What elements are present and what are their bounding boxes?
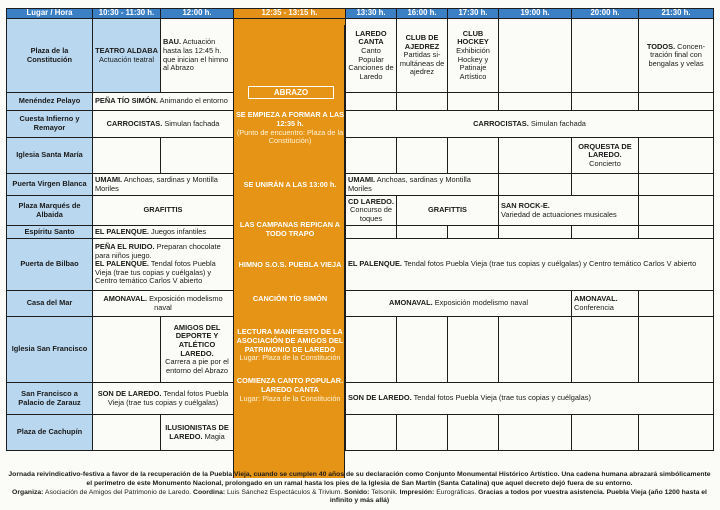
footer-value: Asociación de Amigos del Patrimonio de Laredo. [44, 488, 192, 496]
event-title: SON DE LAREDO. [348, 393, 412, 403]
empty-cell [161, 138, 234, 174]
footer-value: Eurográficas. [436, 488, 477, 496]
event-title: AMONAVAL. [103, 293, 148, 303]
event-desc: Tendal fotos Puebla Vieja (trae tus copias y cuélgalas) y Centro temático Carlos V abierto [403, 259, 697, 269]
empty-cell [499, 93, 572, 111]
header-time: 16:00 h. [397, 9, 448, 19]
event-title: PEÑA TÍO SIMÓN. [95, 96, 158, 106]
empty-cell [397, 317, 448, 383]
abrazo-item-title: LECTURA MANIFIESTO DE LA ASOCIACIÓN DE AMIGOS DEL PATRIMONIO DE LAREDO [236, 327, 344, 354]
place-label: Plaza Marqués de Albaida [7, 196, 93, 226]
empty-cell [499, 317, 572, 383]
empty-cell [448, 93, 499, 111]
header-time: 13:30 h. [346, 9, 397, 19]
empty-cell [572, 415, 639, 451]
empty-cell [572, 19, 639, 93]
event-cell [346, 196, 397, 226]
footer-value: Telsonik. [371, 488, 398, 496]
event-title: TEATRO ALDABA [95, 45, 158, 55]
header-time: 21:30 h. [639, 9, 714, 19]
empty-cell [639, 226, 714, 239]
event-cell [161, 415, 234, 451]
event-title: SAN ROCK-E. [501, 200, 550, 210]
empty-cell [346, 226, 397, 239]
event-desc: Actuación hasta las 12:45 h. que inician el himno al Abrazo [163, 37, 229, 73]
empty-cell [639, 291, 714, 317]
footer-credits [6, 489, 713, 507]
empty-cell [639, 93, 714, 111]
table-row [7, 138, 714, 174]
table-row [7, 415, 714, 451]
event-cell [346, 291, 572, 317]
abrazo-item-title: HIMNO S.O.S. PUEBLA VIEJA [238, 260, 342, 269]
empty-cell [93, 317, 161, 383]
event-desc: Tendal fotos Puebla Vieja (trae tus copias y cuélgalas) y Centro temático Carlos V abierto [95, 259, 216, 286]
event-cell [93, 93, 234, 111]
event-cell [93, 291, 234, 317]
place-label: Cuesta Infierno y Remayor [7, 111, 93, 138]
empty-cell [572, 174, 639, 196]
table-row [7, 196, 714, 226]
abrazo-item-sub: (Punto de encuentro: Plaza de la Constitución) [236, 127, 344, 146]
footer-label: Sonido: [344, 488, 370, 496]
event-desc: Concen-tración final con bengalas y velas [648, 41, 706, 68]
event-desc: Partidas si-multáneas de ajedrez [399, 50, 445, 77]
place-label: Iglesia Santa María [7, 138, 93, 174]
event-title: BAU. [163, 37, 182, 47]
event-desc: Concierto [589, 158, 621, 168]
abrazo-item [234, 111, 346, 146]
header-time: 12:00 h. [161, 9, 234, 19]
event-title: UMAMI. [95, 174, 123, 184]
event-desc: Tendal fotos Puebla Vieja (trae tus copias y cuélgalas) [107, 388, 229, 407]
event-cell [639, 19, 714, 93]
empty-cell [499, 19, 572, 93]
event-desc: Canto Popular Canciones de Laredo [348, 45, 394, 81]
schedule-sheet [6, 8, 713, 505]
table-row [7, 19, 714, 93]
empty-cell [572, 93, 639, 111]
abrazo-item-title: SE UNIRÁN A LAS 13:00 h. [243, 180, 337, 189]
abrazo-item-sub: Lugar: Plaza de la Constitución [239, 353, 341, 363]
table-row [7, 226, 714, 239]
event-title: CLUB HOCKEY [457, 28, 489, 47]
empty-cell [572, 226, 639, 239]
empty-cell [93, 415, 161, 451]
event-cell [161, 19, 234, 93]
header-time: 20:00 h. [572, 9, 639, 19]
empty-cell [499, 415, 572, 451]
event-desc: Exposición modelismo naval [149, 293, 223, 312]
empty-cell [499, 226, 572, 239]
footer-value: Luis Sánchez Espectáculos & Trivium. [227, 488, 343, 496]
footer-label: Coordina: [193, 488, 226, 496]
place-label: Plaza de Cachupín [7, 415, 93, 451]
event-desc: Variedad de actuaciones musicales [501, 209, 617, 219]
table-row [7, 239, 714, 291]
footer-label: Impresión: [399, 488, 435, 496]
event-desc: Exposición modelismo naval [434, 298, 528, 308]
abrazo-item-title: LAS CAMPANAS REPICAN A TODO TRAPO [239, 220, 341, 238]
event-desc: Juegos infantiles [151, 226, 207, 236]
event-title: AMONAVAL. [574, 293, 618, 303]
event-title: TODOS. [646, 41, 676, 51]
event-title: ILUSIONISTAS DE LAREDO. [165, 422, 229, 441]
event-desc: Simulan fachada [164, 118, 220, 128]
event-desc: Magia [204, 431, 225, 441]
event-cell [93, 226, 234, 239]
abrazo-item [234, 181, 346, 190]
empty-cell [448, 138, 499, 174]
event-title: EL PALENQUE. [95, 226, 149, 236]
empty-cell [346, 317, 397, 383]
event-title: AMONAVAL. [389, 298, 433, 308]
empty-cell [448, 415, 499, 451]
abrazo-title: ABRAZO [248, 86, 334, 99]
empty-cell [448, 317, 499, 383]
event-cell [572, 291, 639, 317]
abrazo-item [234, 328, 346, 363]
event-cell [93, 174, 234, 196]
event-cell [448, 19, 499, 93]
footer-intro: Jornada reivindicativo-festiva a favor de la recuperación de la Puebla Vieja, cuando se cumplen 40 años de su declaración como Conjunto Monumental Histórico Artístico. Una cadena humana abrazará simbólicamente el perímetro de este Monumento Nacional, prolongado en un ramal hasta los pies de la Iglesia de San Martín (Santa Catalina) que aquel decreto dejó fuera de su entorno. [8, 471, 711, 487]
empty-cell [397, 415, 448, 451]
event-cell [346, 239, 714, 291]
empty-cell [639, 138, 714, 174]
table-row [7, 291, 714, 317]
place-label: Iglesia San Francisco [7, 317, 93, 383]
header-row [7, 9, 714, 19]
event-title: EL PALENQUE. [348, 259, 402, 269]
event-cell [93, 239, 234, 291]
event-title: PEÑA EL RUIDO. [95, 242, 155, 252]
event-cell: GRAFITTIS [93, 196, 234, 226]
empty-cell [639, 415, 714, 451]
place-label: Puerta Virgen Blanca [7, 174, 93, 196]
event-cell [499, 196, 639, 226]
header-time: 19:00 h. [499, 9, 572, 19]
event-cell [397, 19, 448, 93]
place-label: Espíritu Santo [7, 226, 93, 239]
empty-cell [448, 226, 499, 239]
event-title: AMIGOS DEL DEPORTE Y ATLÉTICO LAREDO. [173, 322, 221, 358]
event-cell [161, 317, 234, 383]
abrazo-item-title: SE EMPIEZA A FORMAR A LAS 12:35 h. [235, 110, 345, 128]
table-row [7, 174, 714, 196]
event-desc: Actuación teatral [98, 54, 155, 64]
place-label: Casa del Mar [7, 291, 93, 317]
empty-cell [346, 138, 397, 174]
event-cell [346, 383, 714, 415]
event-cell [93, 19, 161, 93]
empty-cell [639, 174, 714, 196]
abrazo-column [233, 25, 345, 478]
event-desc: Animando el entorno [159, 96, 228, 106]
abrazo-item-sub: Lugar: Plaza de la Constitución [239, 393, 341, 403]
table-row [7, 93, 714, 111]
abrazo-item [234, 377, 346, 403]
event-title: CARROCISTAS. [473, 118, 529, 128]
header-time: 17:30 h. [448, 9, 499, 19]
place-label: Menéndez Pelayo [7, 93, 93, 111]
footer-label: Organiza: [12, 488, 44, 496]
event-desc: Preparan chocolate para niños juego. [95, 242, 221, 260]
footer [6, 471, 713, 506]
abrazo-item-title: CANCIÓN TÍO SIMÓN [252, 294, 328, 303]
empty-cell [499, 174, 572, 196]
event-title: LAREDO CANTA [355, 28, 387, 47]
empty-cell [93, 138, 161, 174]
event-desc: Exhibición Hockey y Patinaje Artístico [456, 45, 490, 81]
abrazo-item-title: COMIENZA CANTO POPULAR. LAREDO CANTA [236, 376, 344, 394]
place-label: Puerta de Bilbao [7, 239, 93, 291]
place-label: San Francisco a Palacio de Zarauz [7, 383, 93, 415]
event-cell: GRAFITTIS [397, 196, 499, 226]
header-place: Lugar / Hora [7, 9, 93, 19]
event-desc: Tendal fotos Puebla Vieja (trae tus copias y cuélgalas) [413, 393, 591, 403]
abrazo-item [234, 261, 346, 270]
empty-cell [397, 138, 448, 174]
empty-cell [397, 93, 448, 111]
empty-cell [397, 226, 448, 239]
event-cell [93, 111, 234, 138]
event-desc: Anchoas, sardinas y Montilla Moriles [348, 174, 471, 193]
table-row [7, 317, 714, 383]
abrazo-item [234, 221, 346, 239]
empty-cell [572, 317, 639, 383]
header-time-abrazo: 12:35 - 13:15 h. [234, 9, 346, 19]
event-cell [346, 174, 499, 196]
event-cell [93, 383, 234, 415]
empty-cell [499, 138, 572, 174]
event-title: UMAMI. [348, 174, 376, 184]
event-title: ORQUESTA DE LAREDO. [578, 141, 632, 160]
footer-thanks: Gracias a todos por vuestra asistencia. Puebla Vieja (año 1200 hasta el infinito y más allá) [329, 488, 707, 505]
event-cell [346, 19, 397, 93]
event-desc: Carrera a pie por el entorno del Abrazo [165, 357, 229, 375]
event-desc: Simulan fachada [530, 118, 586, 128]
empty-cell [639, 317, 714, 383]
header-time: 10:30 - 11:30 h. [93, 9, 161, 19]
place-label: Plaza de la Constitución [7, 19, 93, 93]
event-title: EL PALENQUE. [95, 259, 149, 269]
empty-cell [639, 196, 714, 226]
empty-cell [346, 415, 397, 451]
table-row [7, 383, 714, 415]
abrazo-item [234, 295, 346, 304]
event-title: CD LAREDO. [348, 196, 394, 206]
event-title: SON DE LAREDO. [97, 388, 162, 398]
event-title: CLUB DE AJEDREZ [404, 33, 440, 51]
empty-cell [346, 93, 397, 111]
event-cell [346, 111, 714, 138]
table-row [7, 111, 714, 138]
schedule-table [6, 8, 714, 451]
event-desc: Anchoas, sardinas y Montilla Moriles [95, 174, 218, 193]
event-cell [572, 138, 639, 174]
event-desc: Conferencia [574, 302, 614, 312]
event-desc: Concurso de toques [350, 205, 392, 223]
event-title: CARROCISTAS. [106, 118, 163, 128]
